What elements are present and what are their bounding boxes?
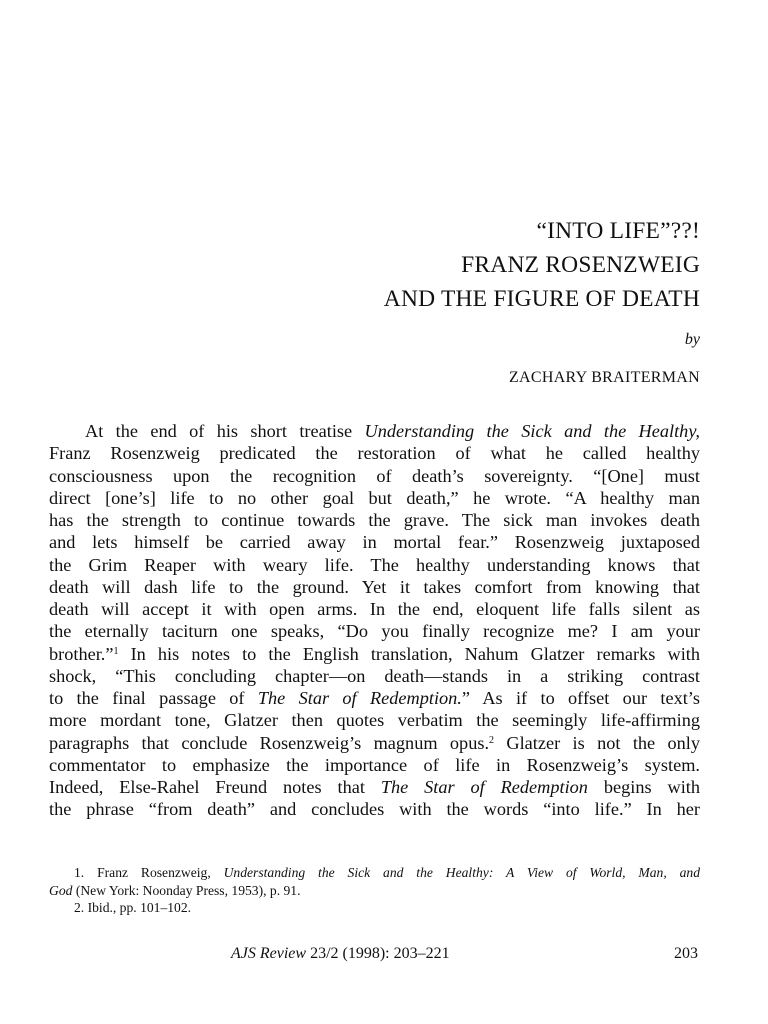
body-line: commentator to emphasize the importance of life in Rosenzweig’s system.: [49, 754, 700, 775]
body-line: Indeed, Else-Rahel Freund notes that The Star of Redemption begins with: [49, 777, 700, 797]
body-line: direct [one’s] life to no other goal but death,” he wrote. “A healthy man: [49, 487, 700, 508]
footnotes: [49, 864, 700, 917]
body-line: the Grim Reaper with weary life. The healthy understanding knows that: [49, 554, 700, 575]
body-text: [49, 420, 700, 821]
italic-title: The Star of Redemption: [380, 777, 588, 797]
body-line: paragraphs that conclude Rosenzweig’s magnum opus.$^2$ Glatzer is not the only: [49, 732, 701, 753]
body-line: At the end of his short treatise Understanding the Sick and the Healthy,: [85, 421, 700, 441]
body-line: death will dash life to the ground. Yet it takes comfort from knowing that: [49, 576, 700, 597]
body-line: has the strength to continue towards the grave. The sick man invokes death: [49, 510, 700, 530]
article-title: [384, 214, 700, 316]
author-name: ZACHARY BRAITERMAN: [508, 369, 700, 386]
italic-title: Understanding the Sick and the Healthy: A View of World, Man, and: [223, 865, 700, 880]
footnote-line: God (New York: Noonday Press, 1953), p. 91.: [49, 882, 301, 898]
body-line: Franz Rosenzweig predicated the restoration of what he called healthy: [49, 443, 700, 464]
footnote-marker: 1: [113, 645, 119, 657]
title-line: FRANZ ROSENZWEIG: [461, 252, 700, 278]
title-line: “INTO LIFE”??!: [536, 218, 700, 244]
footnote-line: 1. Franz Rosenzweig, Understanding the Sick and the Healthy: A View of World, Man, and: [74, 865, 700, 880]
title-line: AND THE FIGURE OF DEATH: [383, 286, 700, 312]
journal-name: AJS Review: [231, 945, 307, 962]
body-line: more mordant tone, Glatzer then quotes verbatim the seemingly life-affirming: [49, 710, 700, 731]
italic-title: Understanding the Sick and the Healthy,: [364, 421, 700, 441]
body-line: to the final passage of The Star of Redemption.” As if to offset our text’s: [49, 688, 700, 708]
body-line: shock, “This concluding chapter—on death—stands in a striking contrast: [49, 665, 700, 686]
body-line: brother.”$^1$ In his notes to the English translation, Nahum Glatzer remarks with: [49, 643, 700, 664]
journal-citation: [231, 945, 450, 963]
body-line: death will accept it with open arms. In the end, eloquent life falls silent as: [49, 599, 700, 619]
body-line: consciousness upon the recognition of death’s sovereignty. “[One] must: [49, 465, 700, 486]
italic-title: The Star of Redemption.: [257, 688, 462, 708]
byline-by: by: [684, 331, 700, 348]
body-line: the eternally taciturn one speaks, “Do you finally recognize me? I am your: [49, 621, 700, 642]
footnote-marker: 2: [489, 734, 495, 746]
journal-volume: 23/2 (1998): 203–221: [306, 945, 450, 962]
italic-title: God: [49, 882, 73, 898]
body-line: the phrase “from death” and concludes with the words “into life.” In her: [49, 799, 700, 820]
page-number: 203: [674, 945, 698, 962]
footnote-line: 2. Ibid., pp. 101–102.: [74, 900, 192, 915]
body-line: and lets himself be carried away in mortal fear.” Rosenzweig juxtaposed: [49, 532, 700, 553]
